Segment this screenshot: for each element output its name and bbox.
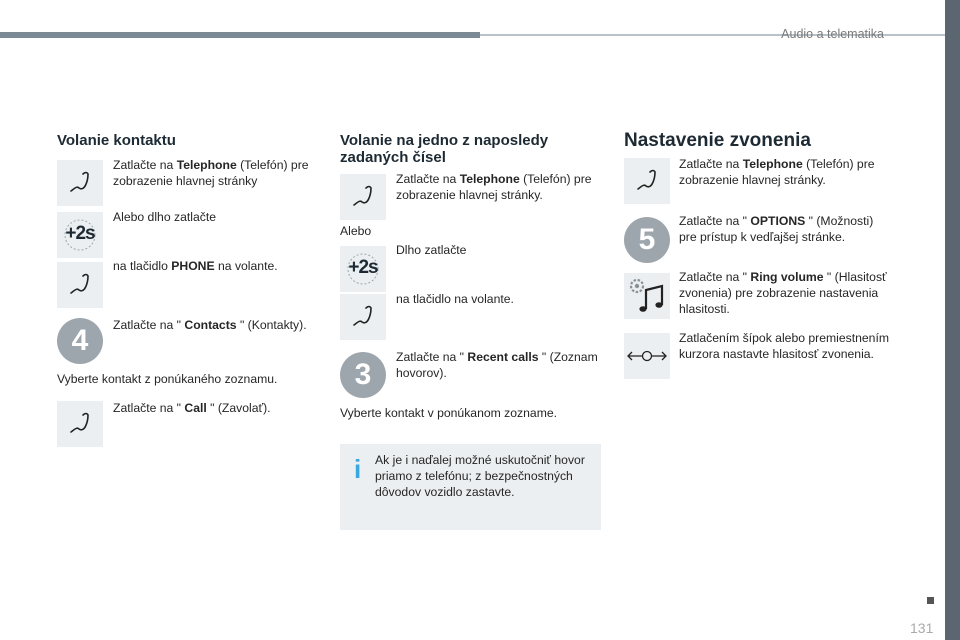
phone-icon [340,174,386,220]
hold-2s-icon [340,246,386,292]
step-recent-calls: Zatlačte na " Recent calls " (Zoznam hovorov). [396,350,598,380]
alebo-text: Alebo [340,224,372,238]
slider-icon [624,333,670,379]
phone-icon [57,401,103,447]
step-contacts: Zatlačte na " Contacts " (Kontakty). [113,318,307,332]
step-telephone: Zatlačte na Telephone (Telefón) pre zobrazenie hlavnej stránky. [679,157,875,187]
step-ring-volume: Zatlačte na " Ring volume " (Hlasitosť zvonenia) pre zobrazenie nastavenia hlasitosti. [679,270,887,316]
section-title: Volanie na jedno z naposledy zadaných čísel [340,132,549,166]
info-note-text: Ak je i naďalej možné uskutočniť hovor priamo z telefónu; z bezpečnostných dôvodov vozidlo zastavte. [375,453,585,499]
section-title: Volanie kontaktu [57,132,176,149]
info-note [340,444,601,530]
step-badge: 5 [624,217,670,263]
hold-2s-icon [57,212,103,258]
running-title: Audio a telematika [781,27,884,41]
step-telephone: Zatlačte na Telephone (Telefón) pre zobrazenie hlavnej stránky [113,158,309,188]
step-phone-button: na tlačidlo PHONE na volante. [113,259,278,273]
step-wheel-button: na tlačidlo na volante. [396,292,514,306]
step-badge: 4 [57,318,103,364]
step-adjust-volume: Zatlačením šípok alebo premiestnením kurzora nastavte hlasitosť zvonenia. [679,331,889,361]
select-contact-text: Vyberte kontakt v ponúkanom zozname. [340,406,558,420]
page-number: 131 [910,620,934,636]
settings-music-icon [624,273,670,319]
info-icon: i [354,454,362,484]
step-badge: 3 [340,352,386,398]
step-options: Zatlačte na " OPTIONS " (Možnosti) pre prístup k vedľajšej stránke. [679,214,874,244]
phone-icon [57,160,103,206]
select-contact-text: Vyberte kontakt z ponúkaného zoznamu. [57,372,278,386]
phone-icon [340,294,386,340]
header-bar [0,32,480,38]
step-hold: Alebo dlho zatlačte [113,210,216,224]
phone-icon [57,262,103,308]
step-hold: Dlho zatlačte [396,243,467,257]
page-dot [927,597,934,604]
step-call: Zatlačte na " Call " (Zavolať). [113,401,271,415]
hold-2s-label: +2s [348,257,378,278]
side-strip [945,0,960,640]
hold-2s-label: +2s [65,223,95,244]
section-title: Nastavenie zvonenia [624,130,811,151]
step-telephone: Zatlačte na Telephone (Telefón) pre zobrazenie hlavnej stránky. [396,172,592,202]
phone-icon [624,158,670,204]
